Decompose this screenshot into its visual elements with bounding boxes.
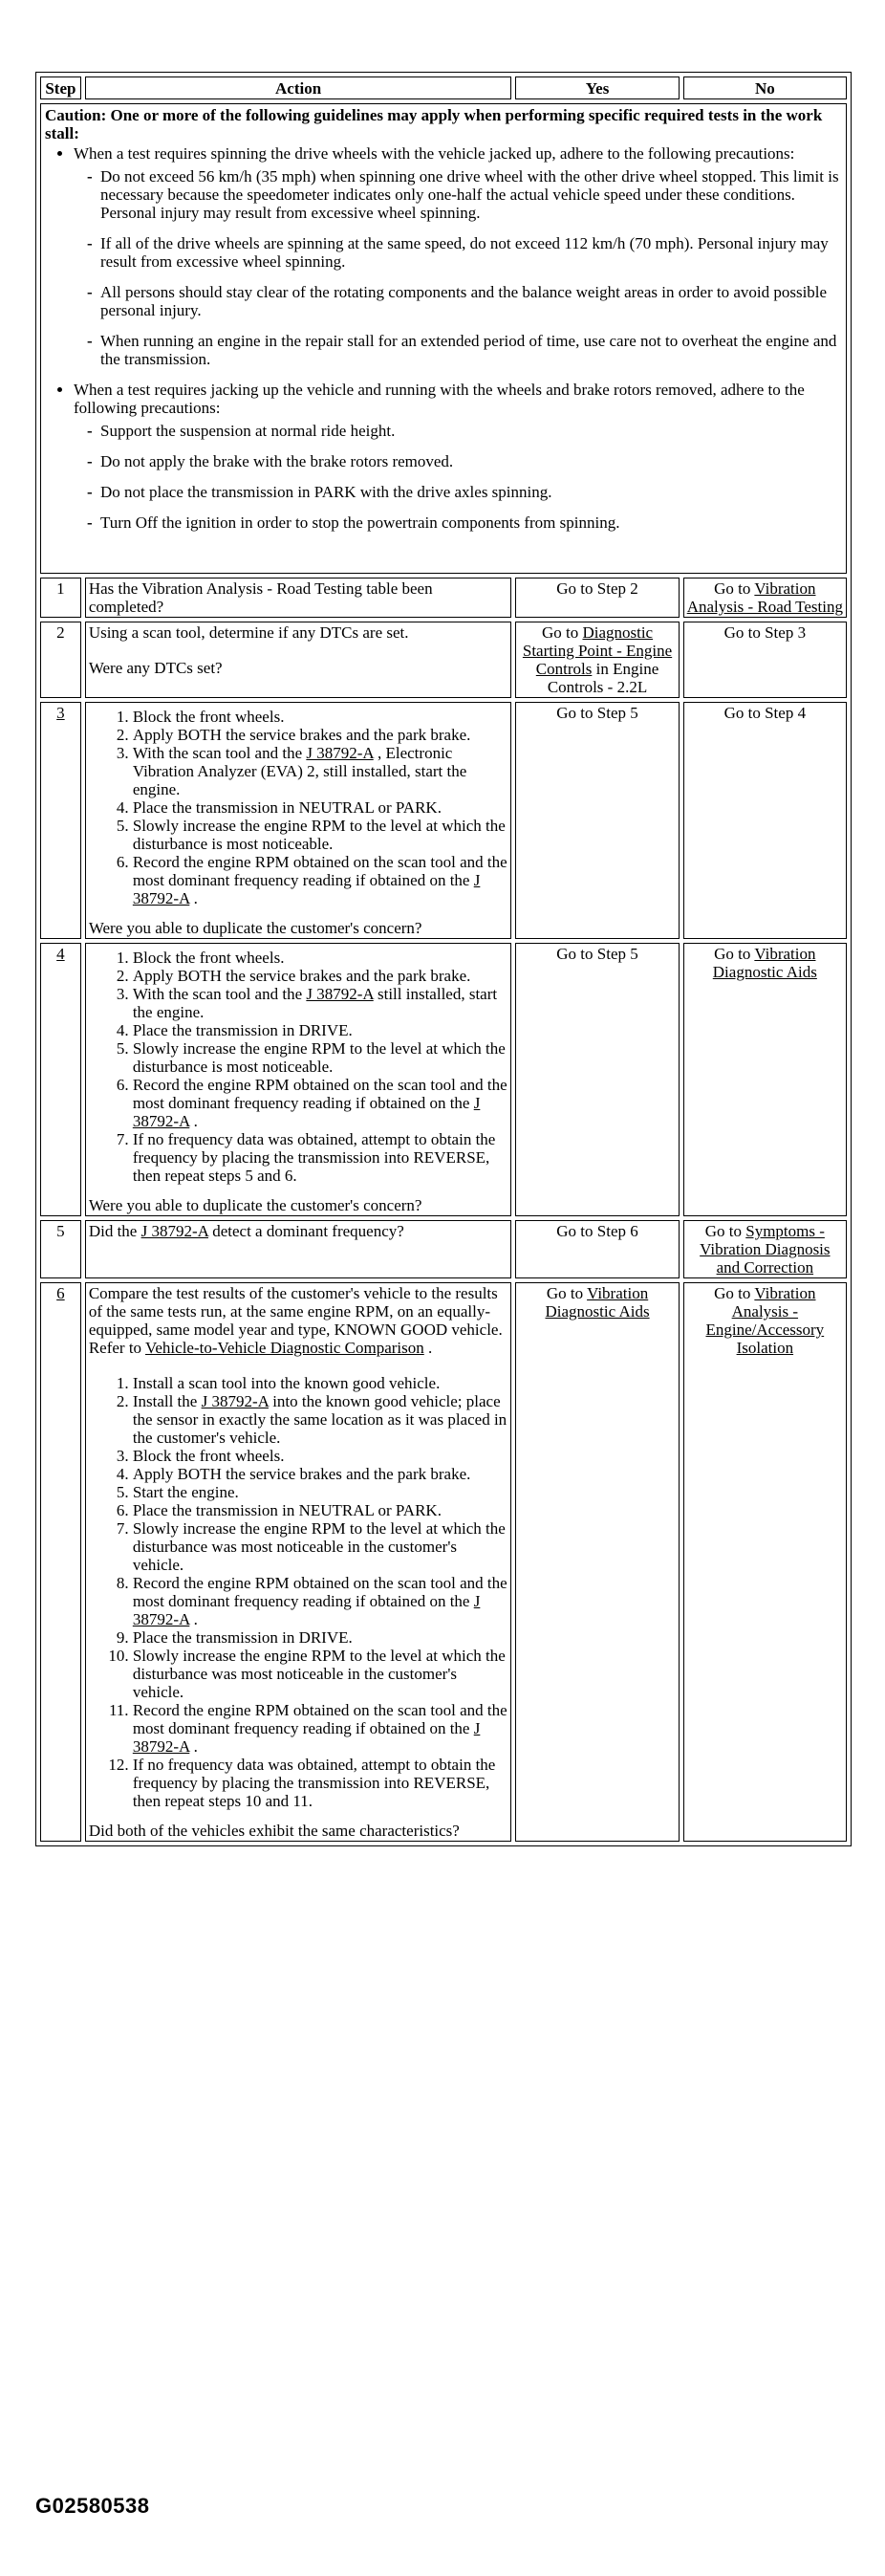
intro-text: Compare the test results of the customer's vehicle to the results of the same tests run, at the same engine RPM, on an equally-equipped, same model year and type, KNOWN GOOD vehicle. Refer to — [88, 1284, 503, 1357]
procedure-step: 12. If no frequency data was obtained, attempt to obtain the frequency by placing the transmission into REVERSE, then repeat steps 10 and 11. — [133, 1756, 508, 1810]
no-answer: Go to Step 4 — [723, 704, 807, 722]
yes-cell — [515, 622, 679, 698]
caution-bullet-item — [74, 144, 842, 368]
procedure-step — [133, 1574, 508, 1628]
step-text: . — [189, 889, 198, 907]
yes-answer: Go to Step 2 — [556, 579, 638, 598]
action-cell — [85, 1282, 512, 1842]
procedure-step: 1. Block the front wheels. — [133, 949, 508, 967]
action-cell — [85, 702, 512, 939]
step-link-4[interactable]: 4 — [56, 945, 65, 963]
caution-subitem: - Do not exceed 56 km/h (35 mph) when spinning one drive wheel with the other drive wheel stopped. This limit is necessary because the speedometer indicates only one-half the actual vehicle speed under these conditions. Personal injury may result from excessive wheel spinning. — [87, 167, 842, 222]
link-engine-accessory-isolation[interactable]: Vibration Analysis - Engine/Accessory Isolation — [705, 1284, 825, 1357]
caution-subitems — [74, 167, 842, 368]
header-action: Action — [85, 76, 512, 99]
yes-answer-prefix: Go to — [546, 1284, 588, 1302]
figure-id: G02580538 — [35, 2494, 150, 2518]
tool-link-j38792a[interactable]: J 38792-A — [306, 744, 374, 762]
procedure-step: 4. Apply BOTH the service brakes and the park brake. — [133, 1465, 508, 1483]
step-text: still installed, start the engine. — [132, 985, 498, 1021]
question-text: Were you able to duplicate the customer's concern? — [88, 919, 422, 937]
caution-subitem: - When running an engine in the repair stall for an extended period of time, use care not to overheat the engine and the transmission. — [87, 332, 842, 368]
procedure-step: 1. Block the front wheels. — [133, 708, 508, 726]
caution-bullets — [45, 144, 842, 532]
step-text: Record the engine RPM obtained on the scan tool and the most dominant frequency reading if obtained on the — [132, 853, 507, 889]
yes-cell — [515, 1282, 679, 1842]
diagnostic-table-container — [35, 72, 852, 1846]
step-link-3[interactable]: 3 — [56, 704, 65, 722]
no-cell — [683, 578, 847, 618]
step-text: With the scan tool and the — [132, 744, 307, 762]
caution-subitem: - If all of the drive wheels are spinning at the same speed, do not exceed 112 km/h (70 mph). Personal injury may result from excessive wheel spinning. — [87, 234, 842, 271]
no-answer-prefix: Go to — [714, 945, 755, 963]
procedure-step: 7. If no frequency data was obtained, attempt to obtain the frequency by placing the transmission into REVERSE, then repeat steps 5 and 6. — [133, 1130, 508, 1185]
procedure-step — [133, 853, 508, 907]
header-yes: Yes — [515, 76, 679, 99]
procedure-step: 4. Place the transmission in DRIVE. — [133, 1021, 508, 1039]
no-answer-prefix: Go to — [714, 579, 755, 598]
tool-link-j38792a[interactable]: J 38792-A — [201, 1392, 269, 1410]
no-answer-prefix: Go to — [714, 1284, 755, 1302]
procedure-step: 5. Slowly increase the engine RPM to the level at which the disturbance is most noticeable. — [133, 1039, 508, 1076]
caution-subitem: - Support the suspension at normal ride height. — [87, 422, 842, 440]
procedure-step — [133, 1701, 508, 1756]
link-vibration-analysis-road-testing[interactable]: Vibration Analysis - Road Testing — [686, 579, 843, 616]
no-cell — [683, 943, 847, 1216]
procedure-list — [89, 949, 508, 1185]
step-number — [40, 1282, 81, 1842]
header-row — [40, 76, 847, 99]
step-text: Record the engine RPM obtained on the scan tool and the most dominant frequency reading if obtained on the — [132, 1701, 507, 1737]
step-text: . — [189, 1112, 198, 1130]
step-number — [40, 943, 81, 1216]
yes-answer-suffix: in Engine Controls - 2.2L — [547, 660, 659, 696]
procedure-step: 10. Slowly increase the engine RPM to the level at which the disturbance was most noticeable in the customer's vehicle. — [133, 1647, 508, 1701]
caution-bullet-text: When a test requires jacking up the vehicle and running with the wheels and brake rotors removed, adhere to the following precautions: — [74, 381, 805, 417]
no-cell — [683, 702, 847, 939]
header-step: Step — [40, 76, 81, 99]
procedure-step: 5. Start the engine. — [133, 1483, 508, 1501]
instruction-text: Using a scan tool, determine if any DTCs are set. — [88, 623, 409, 642]
yes-answer: Go to Step 5 — [556, 704, 638, 722]
procedure-step: 3. Block the front wheels. — [133, 1447, 508, 1465]
action-cell — [85, 578, 512, 618]
step-text: . — [189, 1610, 198, 1628]
yes-cell — [515, 943, 679, 1216]
yes-cell — [515, 702, 679, 939]
procedure-step — [133, 744, 508, 798]
link-vibration-diagnostic-aids[interactable]: Vibration Diagnostic Aids — [712, 945, 817, 981]
link-vibration-diagnostic-aids[interactable]: Vibration Diagnostic Aids — [545, 1284, 650, 1321]
action-cell — [85, 1220, 512, 1278]
tool-link-j38792a[interactable]: J 38792-A — [132, 871, 481, 907]
step-row-5 — [40, 1220, 847, 1278]
step-row-1 — [40, 578, 847, 618]
link-diagnostic-starting-point[interactable]: Diagnostic Starting Point - Engine Controls — [522, 623, 673, 678]
yes-cell — [515, 578, 679, 618]
no-cell — [683, 1282, 847, 1842]
step-text: . — [189, 1737, 198, 1756]
step-text: , Electronic Vibration Analyzer (EVA) 2, still installed, start the engine. — [132, 744, 467, 798]
step-text: Record the engine RPM obtained on the scan tool and the most dominant frequency reading if obtained on the — [132, 1076, 507, 1112]
procedure-step — [133, 1076, 508, 1130]
no-cell — [683, 622, 847, 698]
intro-text: . — [423, 1339, 433, 1357]
yes-answer-prefix: Go to — [541, 623, 583, 642]
step-number: 2 — [40, 622, 81, 698]
step-row-2 — [40, 622, 847, 698]
caution-subitem: - Do not apply the brake with the brake rotors removed. — [87, 452, 842, 470]
question-text: Did the — [88, 1222, 141, 1240]
caution-subitem: - Do not place the transmission in PARK with the drive axles spinning. — [87, 483, 842, 501]
tool-link-j38792a[interactable]: J 38792-A — [132, 1094, 481, 1130]
procedure-step: 6. Place the transmission in NEUTRAL or PARK. — [133, 1501, 508, 1519]
step-text: into the known good vehicle; place the sensor in exactly the same location as it was placed in the customer's vehicle. — [132, 1392, 507, 1447]
yes-answer: Go to Step 6 — [556, 1222, 638, 1240]
caution-cell — [40, 103, 847, 574]
step-row-4 — [40, 943, 847, 1216]
caution-subitem: - Turn Off the ignition in order to stop the powertrain components from spinning. — [87, 513, 842, 532]
step-text: With the scan tool and the — [132, 985, 307, 1003]
question-text: Has the Vibration Analysis - Road Testing table been completed? — [88, 579, 433, 616]
header-no: No — [683, 76, 847, 99]
yes-answer: Go to Step 5 — [556, 945, 638, 963]
caution-bullet-text: When a test requires spinning the drive wheels with the vehicle jacked up, adhere to the following precautions: — [74, 144, 795, 163]
step-text: Record the engine RPM obtained on the scan tool and the most dominant frequency reading if obtained on the — [132, 1574, 507, 1610]
procedure-step — [133, 985, 508, 1021]
caution-subitem: - All persons should stay clear of the rotating components and the balance weight areas in order to avoid possible personal injury. — [87, 283, 842, 319]
caution-row — [40, 103, 847, 574]
step-number — [40, 702, 81, 939]
question-text: Were you able to duplicate the customer's concern? — [88, 1196, 422, 1214]
step-text: Install the — [132, 1392, 202, 1410]
step-row-3 — [40, 702, 847, 939]
tool-link-j38792a[interactable]: J 38792-A — [132, 1592, 481, 1628]
diagnostic-table — [35, 72, 852, 1846]
question-text: Were any DTCs set? — [88, 659, 223, 677]
link-vehicle-to-vehicle-comparison[interactable]: Vehicle-to-Vehicle Diagnostic Comparison — [144, 1339, 424, 1357]
procedure-step: 1. Install a scan tool into the known good vehicle. — [133, 1374, 508, 1392]
no-answer: Go to Step 3 — [723, 623, 807, 642]
link-symptoms-vibration-diagnosis[interactable]: Symptoms - Vibration Diagnosis and Correction — [700, 1222, 831, 1277]
yes-cell — [515, 1220, 679, 1278]
procedure-step: 7. Slowly increase the engine RPM to the level at which the disturbance was most noticeable in the customer's vehicle. — [133, 1519, 508, 1574]
procedure-list — [89, 1374, 508, 1810]
procedure-list — [89, 708, 508, 907]
step-number: 1 — [40, 578, 81, 618]
no-answer-prefix: Go to — [704, 1222, 746, 1240]
tool-link-j38792a[interactable]: J 38792-A — [132, 1719, 481, 1756]
tool-link-j38792a[interactable]: J 38792-A — [140, 1222, 208, 1240]
tool-link-j38792a[interactable]: J 38792-A — [306, 985, 374, 1003]
step-link-6[interactable]: 6 — [56, 1284, 65, 1302]
caution-subitems — [74, 422, 842, 532]
procedure-step — [133, 1392, 508, 1447]
procedure-step: 2. Apply BOTH the service brakes and the park brake. — [133, 726, 508, 744]
action-cell — [85, 943, 512, 1216]
step-row-6 — [40, 1282, 847, 1842]
question-text: Did both of the vehicles exhibit the same characteristics? — [88, 1822, 460, 1840]
action-cell — [85, 622, 512, 698]
instruction-text — [89, 1284, 508, 1357]
procedure-step: 2. Apply BOTH the service brakes and the park brake. — [133, 967, 508, 985]
no-cell — [683, 1220, 847, 1278]
caution-bullet-item — [74, 381, 842, 532]
procedure-step: 9. Place the transmission in DRIVE. — [133, 1628, 508, 1647]
procedure-step: 4. Place the transmission in NEUTRAL or PARK. — [133, 798, 508, 817]
caution-title: Caution: One or more of the following guidelines may apply when performing specific required tests in the work stall: — [45, 106, 823, 142]
question-text: detect a dominant frequency? — [207, 1222, 404, 1240]
step-number: 5 — [40, 1220, 81, 1278]
procedure-step: 5. Slowly increase the engine RPM to the level at which the disturbance is most noticeable. — [133, 817, 508, 853]
